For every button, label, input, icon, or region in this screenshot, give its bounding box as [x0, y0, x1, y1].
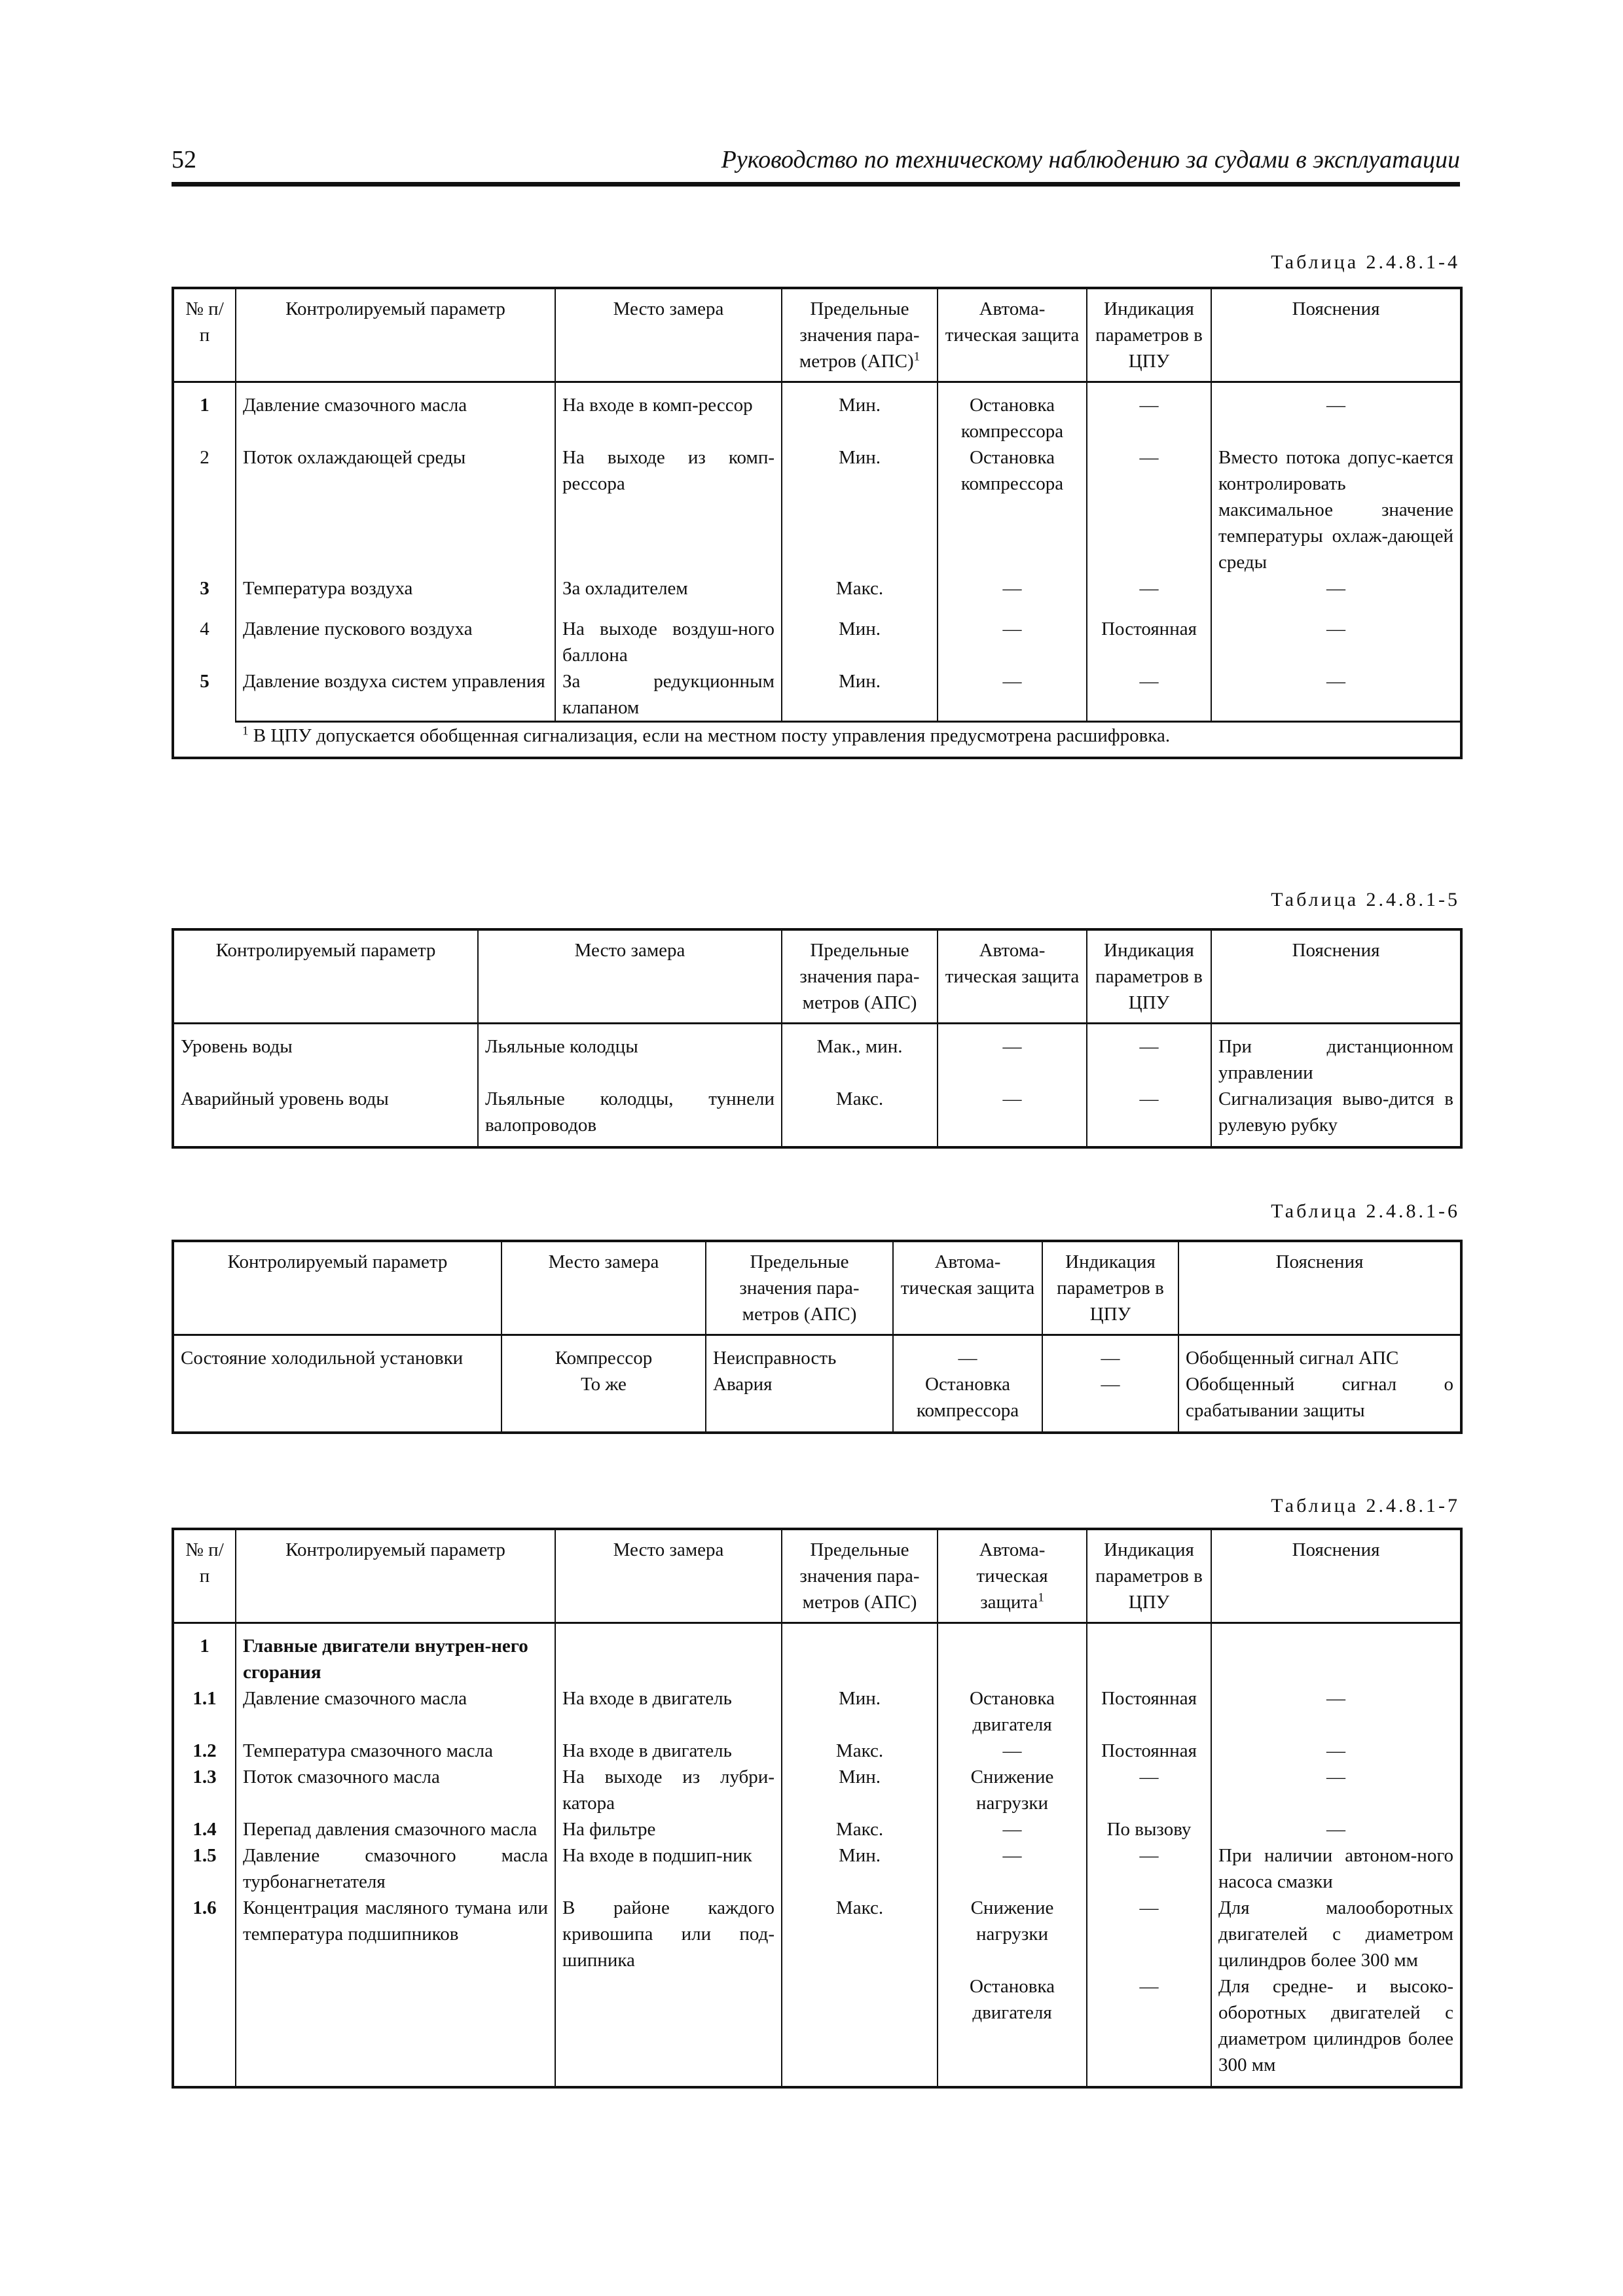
cell-note: — [1211, 575, 1461, 601]
header-notes: Пояснения [1211, 1529, 1461, 1623]
cell-limit: Макс. [782, 575, 938, 601]
header-limits: Предельные значения пара-метров (АПС) [782, 929, 938, 1024]
header-indication: Индикация параметров в ЦПУ [1087, 929, 1211, 1024]
cell-param: Состояние холодильной установки [173, 1335, 501, 1433]
header-place: Место замера [501, 1241, 706, 1335]
cell-place: За редукционным клапаном [555, 668, 782, 722]
header-auto: Автома-тическая защита [938, 288, 1087, 382]
cell-note: — [1211, 1764, 1461, 1816]
cell-place: На выходе из лубри-катора [555, 1764, 782, 1816]
page-number: 52 [172, 146, 196, 173]
cell-note: Для малооборотных двигателей с диаметром цилиндров более 300 мм [1211, 1895, 1461, 1973]
header-notes: Пояснения [1211, 929, 1461, 1024]
cell-auto: Остановка компрессора [938, 444, 1087, 575]
cell-param: Главные двигатели внутрен-него сгорания [236, 1623, 555, 1686]
cell-num: 1.5 [173, 1842, 236, 1895]
header-notes: Пояснения [1211, 288, 1461, 382]
cell-num: 3 [173, 575, 236, 601]
header-param: Контролируемый параметр [173, 929, 478, 1024]
cell-auto: Остановка двигателя [938, 1685, 1087, 1738]
table-2-4-8-1-5 [172, 928, 1463, 1149]
cell-indication: Постоянная [1087, 601, 1211, 668]
cell-indication: — [1087, 1895, 1211, 1973]
table-row [173, 1623, 1461, 1686]
table-row [173, 1816, 1461, 1842]
cell-place: За охладителем [555, 575, 782, 601]
cell-note: Обобщенный сигнал АПС Обобщенный сигнал о срабатывании защиты [1178, 1335, 1461, 1433]
table-2-4-8-1-7 [172, 1528, 1463, 2089]
cell-limit: Макс. [782, 1086, 938, 1147]
cell-note: При дистанционном управлении [1211, 1024, 1461, 1086]
table-row [173, 1335, 1461, 1433]
cell-place: Льяльные колодцы, туннели валопроводов [478, 1086, 782, 1147]
header-indication: Индикация параметров в ЦПУ [1087, 1529, 1211, 1623]
header-auto: Автома-тическая защита [893, 1241, 1042, 1335]
cell-auto: — [938, 668, 1087, 722]
table-row [173, 1024, 1461, 1086]
cell-indication: — [1087, 1973, 1211, 2087]
header-limits: Предельные значения пара-метров (АПС)$^1$ [782, 288, 938, 382]
table-row [173, 444, 1461, 575]
cell-limit: Мин. [782, 601, 938, 668]
table-5-caption: Таблица 2.4.8.1-5 [1271, 889, 1460, 910]
table-row [173, 1895, 1461, 1973]
cell-param: Концентрация масляного тумана или температура подшипников [236, 1895, 555, 1973]
cell-limit: Мин. [782, 1764, 938, 1816]
footnote-row [173, 722, 1461, 759]
table-row [173, 1685, 1461, 1738]
cell-place: На входе в подшип-ник [555, 1842, 782, 1895]
cell-param: Аварийный уровень воды [173, 1086, 478, 1147]
page-header [172, 143, 1460, 187]
table-row [173, 1973, 1461, 2087]
cell-num: 4 [173, 601, 236, 668]
header-auto: Автома-тическая защита [938, 929, 1087, 1024]
table-row [173, 601, 1461, 668]
cell-note: При наличии автоном-ного насоса смазки [1211, 1842, 1461, 1895]
cell-param: Давление воздуха систем управления [236, 668, 555, 722]
cell-auto: — Остановка компрессора [893, 1335, 1042, 1433]
cell-param: Поток смазочного масла [236, 1764, 555, 1816]
table-4-caption: Таблица 2.4.8.1-4 [1271, 251, 1460, 273]
cell-limit: Мак., мин. [782, 1024, 938, 1086]
cell-num: 1.3 [173, 1764, 236, 1816]
cell-place: Компрессор То же [501, 1335, 706, 1433]
header-num: № п/п [173, 1529, 236, 1623]
cell-indication: — [1087, 1764, 1211, 1816]
cell-note: — [1211, 1685, 1461, 1738]
cell-auto: Снижение нагрузки [938, 1764, 1087, 1816]
cell-limit: Мин. [782, 382, 938, 445]
table-row [173, 668, 1461, 722]
cell-place: В районе каждого кривошипа или под-шипника [555, 1895, 782, 1973]
table-header-row [173, 929, 1461, 1024]
cell-indication: По вызову [1087, 1816, 1211, 1842]
table-header-row [173, 1241, 1461, 1335]
cell-indication: Постоянная [1087, 1685, 1211, 1738]
table-row [173, 575, 1461, 601]
cell-indication: Постоянная [1087, 1738, 1211, 1764]
header-param: Контролируемый параметр [173, 1241, 501, 1335]
cell-auto: — [938, 1842, 1087, 1895]
cell-indication: — [1087, 444, 1211, 575]
cell-limit: Неисправность Авария [706, 1335, 893, 1433]
cell-auto: Остановка двигателя [938, 1973, 1087, 2087]
header-limits: Предельные значения пара-метров (АПС) [706, 1241, 893, 1335]
header-indication: Индикация параметров в ЦПУ [1042, 1241, 1178, 1335]
cell-num: 5 [173, 668, 236, 722]
cell-note: — [1211, 1738, 1461, 1764]
cell-param: Температура смазочного масла [236, 1738, 555, 1764]
header-place: Место замера [555, 1529, 782, 1623]
cell-num: 1 [173, 1623, 236, 1686]
header-indication: Индикация параметров в ЦПУ [1087, 288, 1211, 382]
table-2-4-8-1-4 [172, 287, 1463, 759]
table-row [173, 1842, 1461, 1895]
table-header-row [173, 1529, 1461, 1623]
cell-auto: Остановка компрессора [938, 382, 1087, 445]
cell-auto: — [938, 1816, 1087, 1842]
cell-note: — [1211, 601, 1461, 668]
header-place: Место замера [555, 288, 782, 382]
cell-limit: Мин. [782, 444, 938, 575]
cell-indication: — [1087, 575, 1211, 601]
cell-num: 1.1 [173, 1685, 236, 1738]
cell-num: 1 [173, 382, 236, 445]
header-place: Место замера [478, 929, 782, 1024]
cell-param: Давление смазочного масла турбонагнетателя [236, 1842, 555, 1895]
cell-auto: — [938, 1024, 1087, 1086]
cell-indication: — [1087, 668, 1211, 722]
table-row [173, 382, 1461, 445]
running-title: Руководство по техническому наблюдению за судами в эксплуатации [721, 146, 1460, 173]
cell-place: Льяльные колодцы [478, 1024, 782, 1086]
cell-indication: — [1087, 1024, 1211, 1086]
cell-indication: — [1087, 1086, 1211, 1147]
cell-note: Вместо потока допус-кается контролировать максимальное значение температуры охлаж-дающей среды [1211, 444, 1461, 575]
cell-indication: — — [1042, 1335, 1178, 1433]
cell-place: На входе в двигатель [555, 1738, 782, 1764]
header-num: № п/п [173, 288, 236, 382]
cell-auto: — [938, 575, 1087, 601]
cell-param: Уровень воды [173, 1024, 478, 1086]
table-header-row [173, 288, 1461, 382]
cell-note: Для средне- и высоко-оборотных двигателей с диаметром цилиндров более 300 мм [1211, 1973, 1461, 2087]
cell-num: 1.6 [173, 1895, 236, 1973]
cell-auto: — [938, 1738, 1087, 1764]
cell-place: На фильтре [555, 1816, 782, 1842]
cell-note: — [1211, 382, 1461, 445]
cell-auto: — [938, 1086, 1087, 1147]
table-7-caption: Таблица 2.4.8.1-7 [1271, 1495, 1460, 1516]
cell-note: — [1211, 668, 1461, 722]
cell-param: Давление смазочного масла [236, 1685, 555, 1738]
table-row [173, 1738, 1461, 1764]
cell-auto: Снижение нагрузки [938, 1895, 1087, 1973]
table-2-4-8-1-6 [172, 1240, 1463, 1434]
cell-limit: Макс. [782, 1895, 938, 1973]
cell-num: 1.2 [173, 1738, 236, 1764]
cell-limit: Мин. [782, 1685, 938, 1738]
cell-limit: Макс. [782, 1816, 938, 1842]
header-auto: Автома-тическая защита$^1$ [938, 1529, 1087, 1623]
cell-param: Поток охлаждающей среды [236, 444, 555, 575]
table-footnote: $^1$ В ЦПУ допускается обобщенная сигнализация, если на местном посту управления предусмотрена расшифровка. [236, 722, 1461, 759]
cell-limit: Мин. [782, 1842, 938, 1895]
cell-place: На входе в двигатель [555, 1685, 782, 1738]
cell-param: Температура воздуха [236, 575, 555, 601]
cell-param: Давление пускового воздуха [236, 601, 555, 668]
header-notes: Пояснения [1178, 1241, 1461, 1335]
header-param: Контролируемый параметр [236, 1529, 555, 1623]
cell-place: На выходе из комп-рессора [555, 444, 782, 575]
cell-param: Перепад давления смазочного масла [236, 1816, 555, 1842]
header-param: Контролируемый параметр [236, 288, 555, 382]
cell-auto: — [938, 601, 1087, 668]
table-row [173, 1086, 1461, 1147]
cell-indication: — [1087, 382, 1211, 445]
cell-place: На входе в комп-рессор [555, 382, 782, 445]
table-6-caption: Таблица 2.4.8.1-6 [1271, 1200, 1460, 1222]
cell-note: — [1211, 1816, 1461, 1842]
cell-note: Сигнализация выво-дится в рулевую рубку [1211, 1086, 1461, 1147]
cell-param: Давление смазочного масла [236, 382, 555, 445]
cell-num: 2 [173, 444, 236, 575]
cell-indication: — [1087, 1842, 1211, 1895]
cell-place: На выходе воздуш-ного баллона [555, 601, 782, 668]
table-row [173, 1764, 1461, 1816]
header-limits: Предельные значения пара-метров (АПС) [782, 1529, 938, 1623]
cell-limit: Мин. [782, 668, 938, 722]
cell-num: 1.4 [173, 1816, 236, 1842]
cell-limit: Макс. [782, 1738, 938, 1764]
